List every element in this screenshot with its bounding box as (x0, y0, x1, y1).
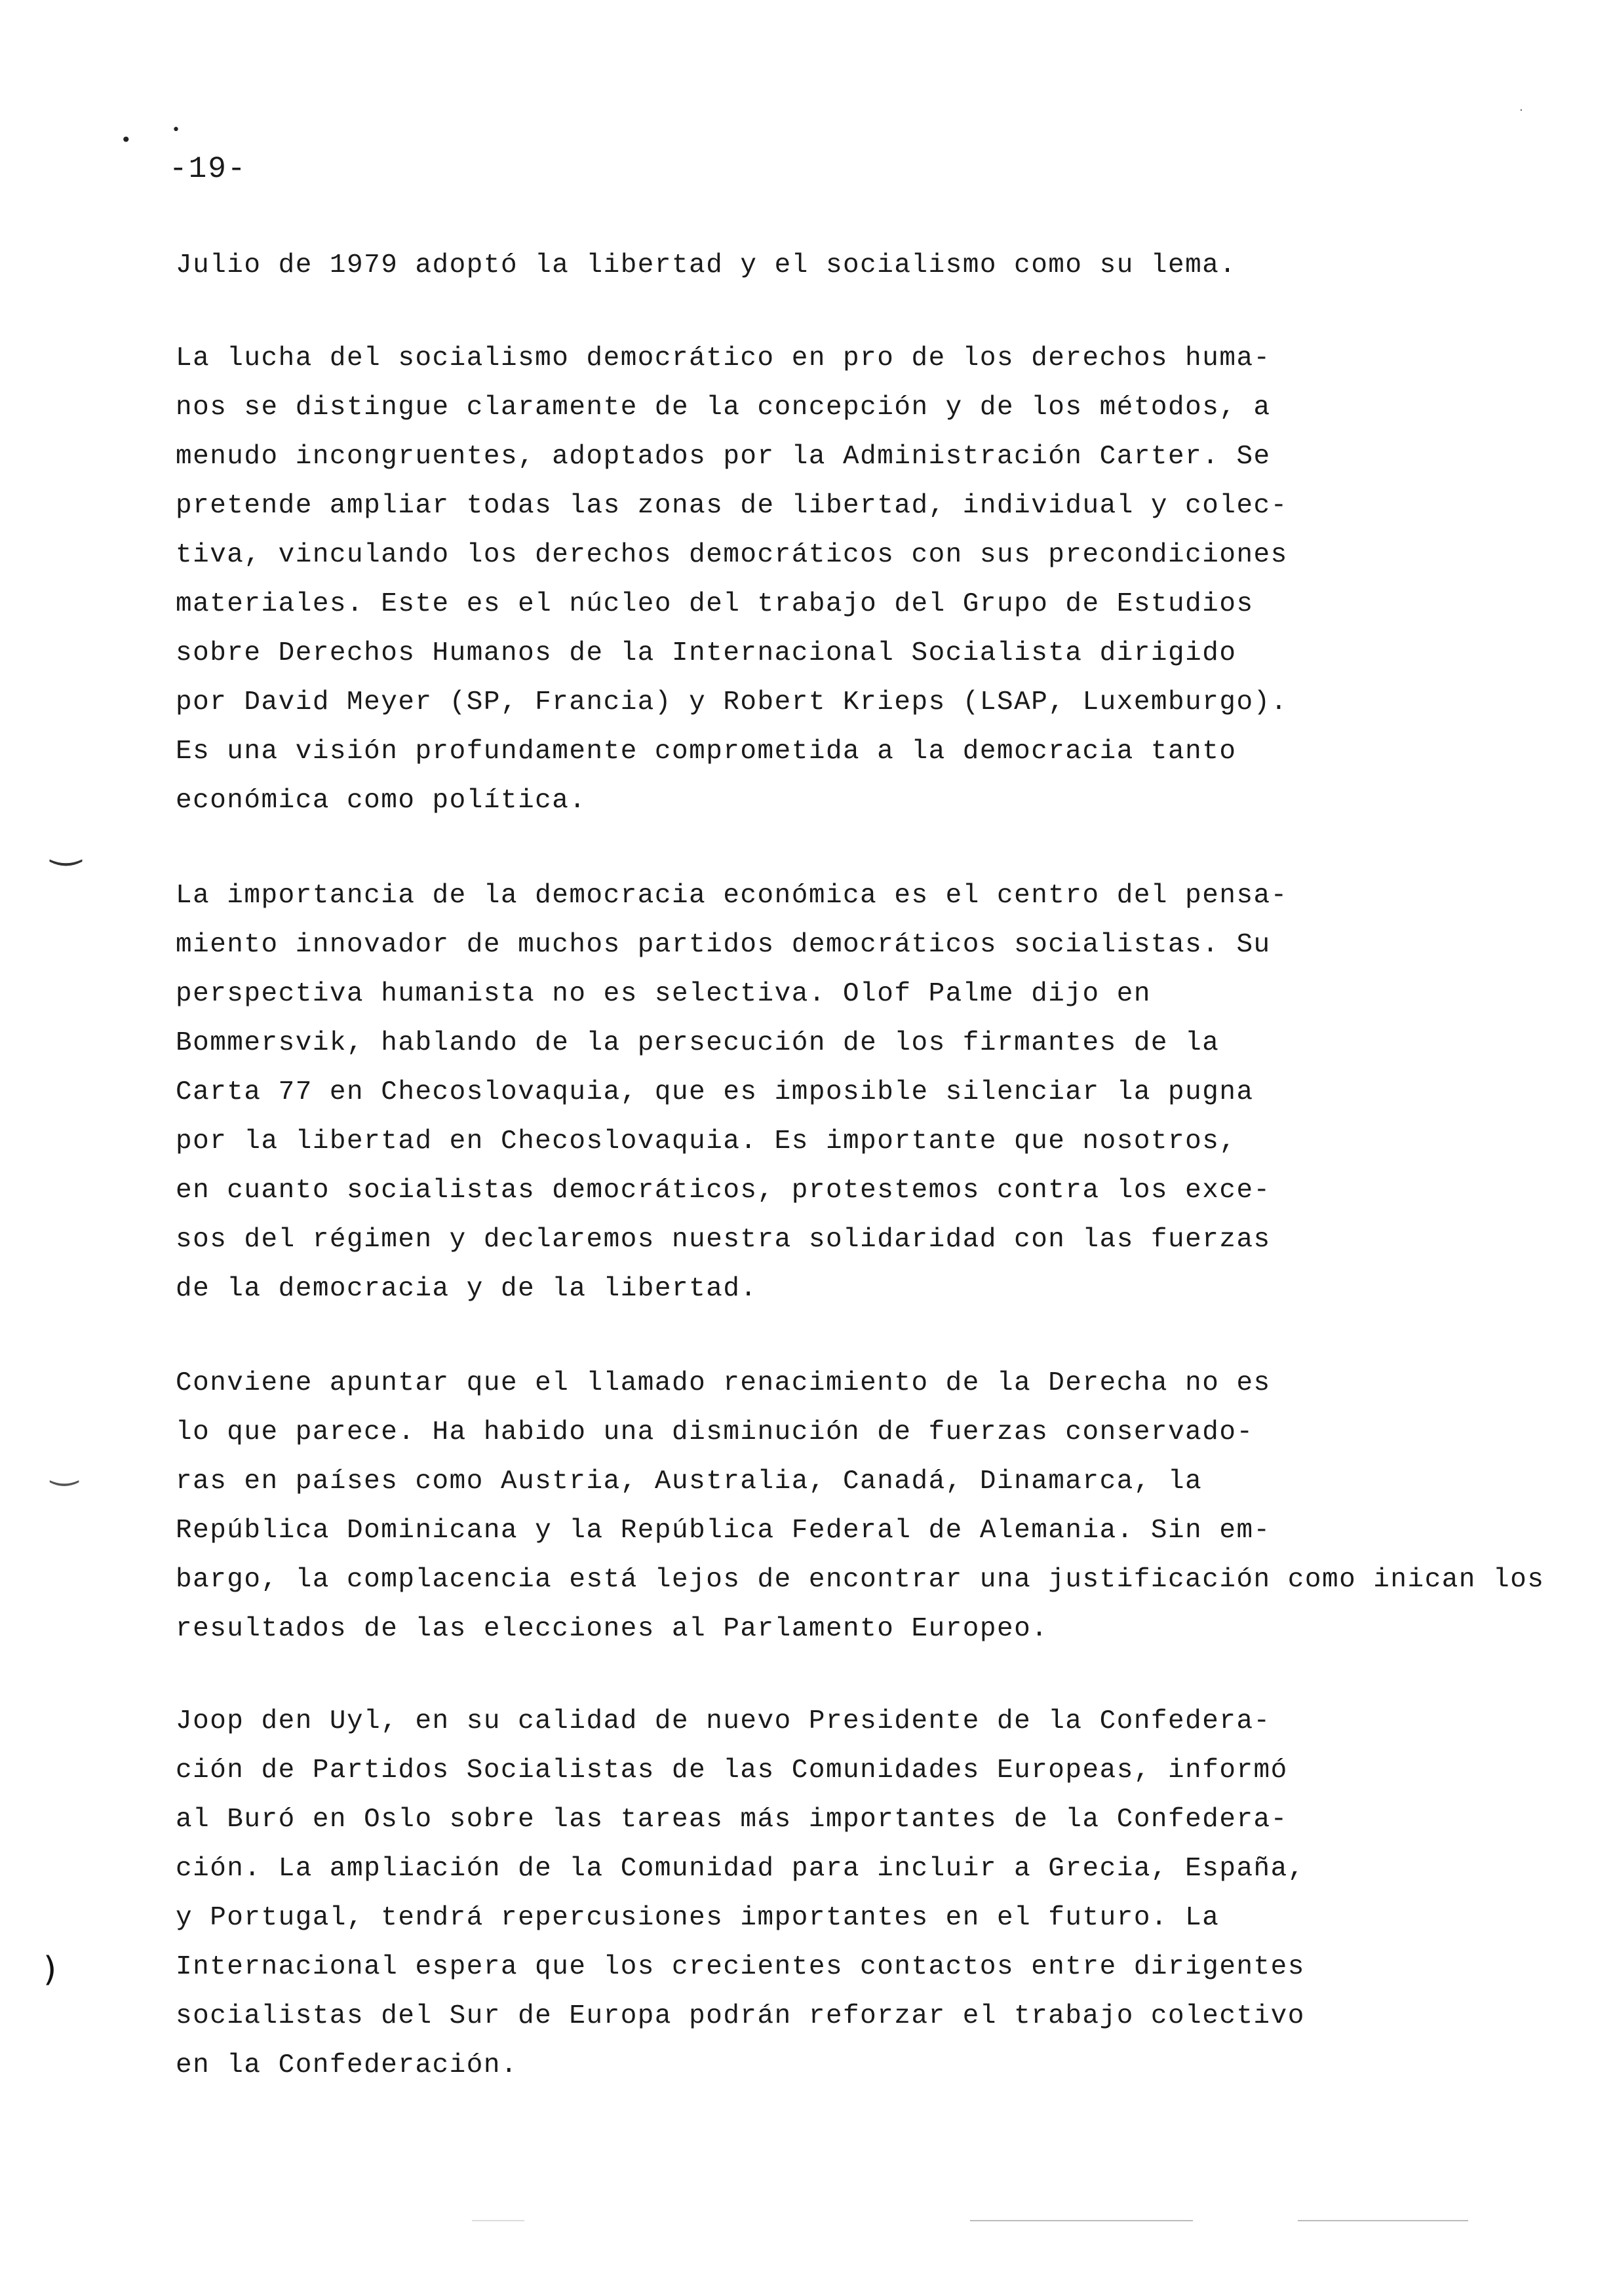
text-line: Conviene apuntar que el llamado renacimiento de la Derecha no es (176, 1368, 1271, 1398)
text-line: La lucha del socialismo democrático en pro de los derechos huma- (176, 343, 1271, 373)
margin-mark: ‿ (51, 1448, 78, 1486)
paragraph-5 (176, 1697, 1598, 2090)
text-line: resultados de las elecciones al Parlamento Europeo. (176, 1614, 1049, 1644)
text-line: en la Confederación. (176, 2050, 518, 2080)
text-line: al Buró en Oslo sobre las tareas más importantes de la Confedera- (176, 1805, 1288, 1835)
text-line: Carta 77 en Checoslovaquia, que es imposible silenciar la pugna (176, 1077, 1254, 1107)
text-line: menudo incongruentes, adoptados por la Administración Carter. Se (176, 442, 1271, 472)
text-line: lo que parece. Ha habido una disminución de fuerzas conservado- (176, 1417, 1254, 1447)
text-line: ción. La ampliación de la Comunidad para incluir a Grecia, España, (176, 1854, 1305, 1884)
text-line: pretende ampliar todas las zonas de libertad, individual y colec- (176, 491, 1288, 521)
scan-speck: • (172, 122, 180, 138)
paragraph-3 (176, 871, 1598, 1314)
text-line: Internacional espera que los crecientes contactos entre dirigentes (176, 1952, 1305, 1982)
text-line: miento innovador de muchos partidos democráticos socialistas. Su (176, 930, 1271, 960)
scan-speck: · (1519, 104, 1523, 117)
text-line: sobre Derechos Humanos de la Internacional Socialista dirigido (176, 638, 1237, 668)
text-line: La importancia de la democracia económica es el centro del pensa- (176, 881, 1288, 911)
text-line: perspectiva humanista no es selectiva. Olof Palme dijo en (176, 979, 1151, 1009)
text-line: por David Meyer (SP, Francia) y Robert Krieps (LSAP, Luxemburgo). (176, 687, 1288, 718)
text-line: materiales. Este es el núcleo del trabajo del Grupo de Estudios (176, 589, 1254, 619)
text-line: Julio de 1979 adoptó la libertad y el socialismo como su lema. (176, 250, 1237, 280)
scan-artifact (472, 2220, 524, 2221)
paragraph-2 (176, 334, 1598, 826)
paragraph-4 (176, 1359, 1598, 1654)
text-line: Es una visión profundamente comprometida a la democracia tanto (176, 737, 1237, 767)
text-line: sos del régimen y declaremos nuestra solidaridad con las fuerzas (176, 1225, 1271, 1255)
paragraph-1 (176, 241, 1598, 290)
text-line: ción de Partidos Socialistas de las Comunidades Europeas, informó (176, 1755, 1288, 1786)
text-line: por la libertad en Checoslovaquia. Es importante que nosotros, (176, 1126, 1237, 1157)
text-line: socialistas del Sur de Europa podrán reforzar el trabajo colectivo (176, 2001, 1305, 2031)
text-line: República Dominicana y la República Federal de Alemania. Sin em- (176, 1516, 1271, 1546)
text-line: Joop den Uyl, en su calidad de nuevo Presidente de la Confedera- (176, 1706, 1271, 1736)
text-line: económica como política. (176, 786, 587, 816)
text-line: tiva, vinculando los derechos democráticos con sus precondiciones (176, 540, 1288, 570)
scan-artifact (1298, 2220, 1468, 2221)
text-line: nos se distingue claramente de la concepción y de los métodos, a (176, 392, 1271, 423)
scan-artifact (970, 2220, 1193, 2221)
text-line: bargo, la complacencia está lejos de encontrar una justificación como inican los (176, 1565, 1545, 1595)
page-number: -19- (169, 152, 247, 186)
text-line: ras en países como Austria, Australia, Canadá, Dinamarca, la (176, 1466, 1203, 1497)
text-line: Bommersvik, hablando de la persecución de los firmantes de la (176, 1028, 1220, 1058)
scan-speck: • (121, 129, 132, 151)
text-line: en cuanto socialistas democráticos, protestemos contra los exce- (176, 1176, 1271, 1206)
text-line: y Portugal, tendrá repercusiones importantes en el futuro. La (176, 1903, 1220, 1933)
binding-mark: ) (43, 1950, 57, 1989)
margin-mark: ‿ (51, 824, 81, 866)
text-line: de la democracia y de la libertad. (176, 1274, 758, 1304)
